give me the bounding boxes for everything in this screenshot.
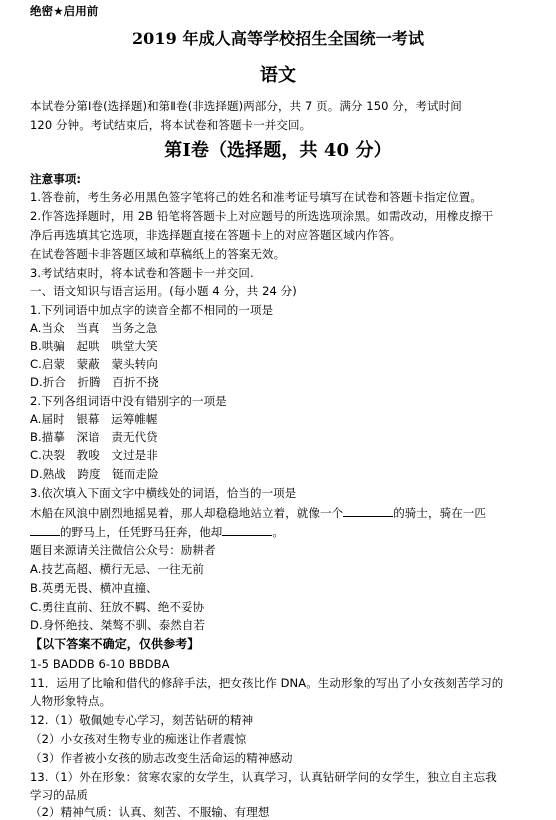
answer-13-point-1-cont: 学习的品质 [30,788,88,802]
q2-option-a: A.届时 银幕 运筹帷幄 [30,412,158,426]
q3-option-c: C.勇往直前、狂放不羁、绝不妥协 [30,600,205,614]
answer-11-line-2: 人物形象特点。 [30,694,112,708]
q3-passage-part-4: 。 [272,525,285,539]
answer-13-point-2: （2）精神气质：认真、刻苦、不服输、有理想 [30,805,270,819]
exam-title: 2019 年成人高等学校招生全国统一考试 [131,29,425,48]
answers-header: 【以下答案不确定，仅供参考】 [30,637,200,651]
blank-2 [30,523,60,536]
q3-passage-part-3: 的野马上，任凭野马狂奔，他却 [60,525,223,539]
q1-option-a: A.当众 当真 当务之急 [30,321,158,335]
confidential-label: 绝密★启用前 [30,4,99,18]
q3-passage-part-2: 的骑士，骑在一匹 [393,506,487,520]
note-1: 1.答卷前，考生务必用黑色签字笔将己的姓名和准考证号填写在试卷和答题卡指定位置。 [30,190,482,204]
q2-option-d: D.熟战 跨度 铤而走险 [30,467,159,481]
note-2c: 在试卷答题卡非答题区域和草稿纸上的答案无效。 [30,247,286,261]
intro-line-1: 本试卷分第Ⅰ卷(选择题)和第Ⅱ卷(非选择题)两部分，共 7 页。满分 150 分，考试时间 [30,99,462,113]
answer-12-point-1: 12.（1）敬佩她专心学习，刻苦钻研的精神 [30,713,254,727]
answer-12-point-3: （3）作者被小女孩的励志改变生活命运的精神感动 [30,751,293,765]
question-3: 3.依次填入下面文字中横线处的词语，恰当的一项是 [30,486,297,500]
q2-option-c: C.决裂 教唆 文过是非 [30,448,158,462]
blank-1 [343,504,393,517]
q1-option-b: B.哄骗 起哄 哄堂大笑 [30,339,158,353]
q2-option-b: B.描摹 深谙 责无代贷 [30,430,158,444]
question-1: 1.下列词语中加点字的读音全都不相同的一项是 [30,303,274,317]
q3-option-d: D.身怀绝技、桀骜不驯、泰然自若 [30,618,206,632]
answers-multiple-choice: 1-5 BADDB 6-10 BBDBA [30,657,170,671]
blank-3 [222,523,272,536]
source-note: 题目来源请关注微信公众号：励耕者 [30,543,216,557]
q1-option-c: C.启蒙 蒙蔽 蒙头转向 [30,357,158,371]
part1-title: 第Ⅰ卷（选择题，共 40 分） [164,140,392,161]
notes-title: 注意事项: [30,172,82,186]
answer-11-line-1: 11．运用了比喻和借代的修辞手法，把女孩比作 DNA。生动形象的写出了小女孩刻苦学习的 [30,676,504,690]
section-1-heading: 一、语文知识与语言运用。(每小题 4 分，共 24 分) [30,284,297,298]
q3-passage-line-1 [30,504,486,521]
intro-line-2: 120 分钟。考试结束后，将本试卷和答题卡一并交回。 [30,118,312,132]
q3-passage-line-2 [30,523,284,540]
q3-option-a: A.技艺高超、横行无忌、一往无前 [30,562,204,576]
note-3: 3.考试结束时，将本试卷和答题卡一并交回. [30,266,254,280]
q3-passage-part-1: 木船在风浪中剧烈地摇晃着，那人却稳稳地站立着，就像一个 [30,506,344,520]
q3-option-b: B.英勇无畏、横冲直撞、 [30,581,158,595]
note-2b: 净后再选填其它选项，非选择题直接在答题卡上的对应答题区域内作答。 [30,228,402,242]
answer-13-point-1: 13.（1）外在形象：贫寒农家的女学生，认真学习，认真钻研学问的女学生，独立自主忘我 [30,770,497,784]
q1-option-d: D.折合 折腾 百折不挠 [30,375,159,389]
question-2: 2.下列各组词语中没有错别字的一项是 [30,394,227,408]
note-2a: 2.作答选择题时，用 2B 铅笔将答题卡上对应题号的所选选项涂黑。如需改动，用橡皮擦干 [30,209,494,223]
subject-title: 语文 [259,65,297,86]
answer-12-point-2: （2）小女孩对生物专业的痴迷让作者震惊 [30,732,247,746]
